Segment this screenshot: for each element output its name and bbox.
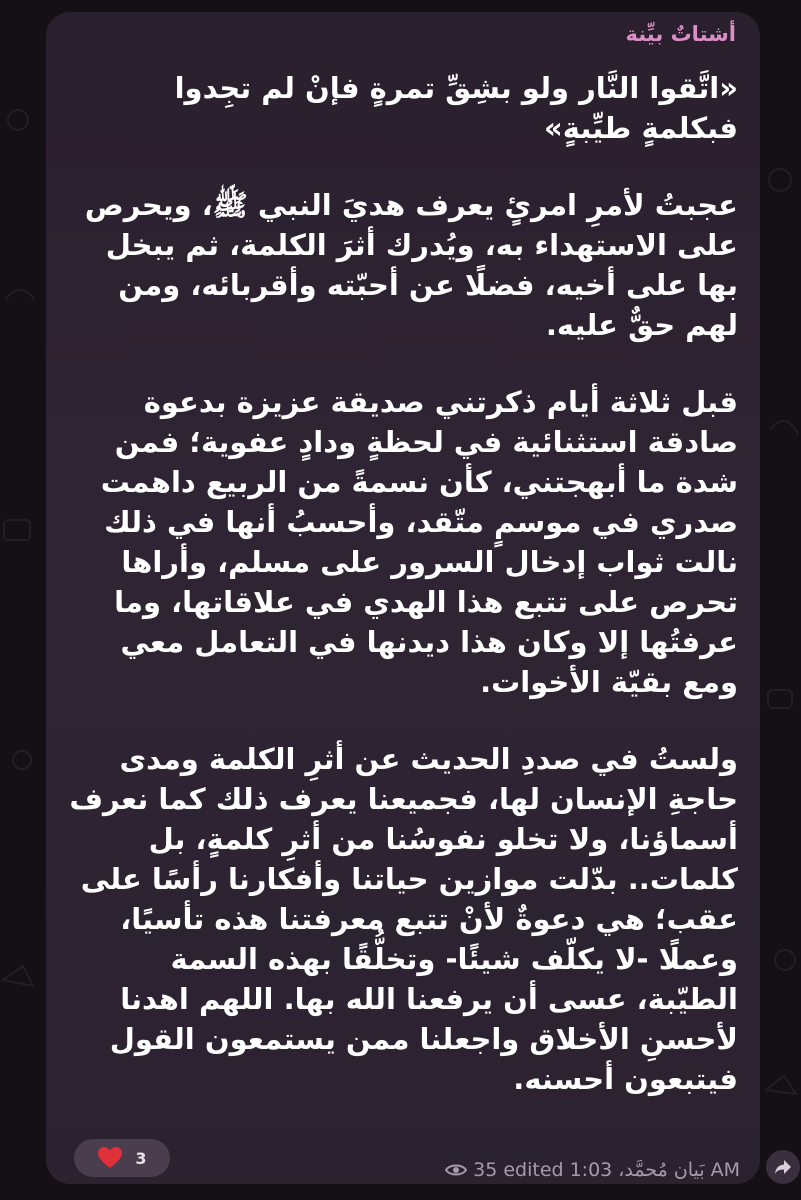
views-count: 35	[473, 1159, 498, 1181]
message-bubble[interactable]	[46, 12, 760, 1184]
reaction-count: 3	[135, 1148, 147, 1168]
message-text	[68, 68, 738, 1136]
reaction-heart-button[interactable]	[74, 1139, 170, 1177]
share-arrow-icon	[774, 1159, 792, 1175]
message-paragraph-1: «اتَّقوا النَّار ولو بشِقِّ تمرةٍ فإنْ لم تجِدوا فبكلمةٍ طيِّبةٍ»	[174, 71, 738, 145]
views-eye-icon	[445, 1163, 467, 1177]
message-paragraph-3: قبل ثلاثة أيام ذكرتني صديقة عزيزة بدعوة صادقة استثنائية في لحظةٍ ودادٍ عفوية؛ فمن شدة ما أبهجتني، كأن نسمةً من الربيع داهمت صدري في موسمٍ متّقد، وأحسبُ أنها في ذلك نالت ثواب إدخال السرور على مسلم، وأراها تحرص على تتبع هذا الهدي في علاقاتها، وما عرفتُها إلا وكان هذا ديدنها في التعامل معي ومع بقيّة الأخوات.	[100, 385, 738, 699]
heart-icon	[97, 1146, 123, 1170]
share-button[interactable]	[766, 1150, 800, 1184]
message-paragraph-4: ولستُ في صددِ الحديث عن أثرِ الكلمة ومدى حاجةِ الإنسان لها، فجميعنا يعرف ذلك كما نعرف أسماؤنا، ولا تخلو نفوسُنا من أثرِ كلمةٍ، بل كلمات.. بدّلت موازين حياتنا وأفكارنا رأسًا على عقب؛ هي دعوةٌ لأنْ تتبع معرفتنا هذه تأسيًا، وعملًا -لا يكلّف شيئًا- وتخلُّقًا بهذه السمة الطيّبة، عسى أن يرفعنا الله بها. اللهم اهدنا لأحسنِ الأخلاق واجعلنا ممن يستمعون القول فيتبعون أحسنه.	[69, 742, 738, 1096]
edited-label: edited	[503, 1159, 564, 1181]
message-time: 1:03	[569, 1159, 613, 1181]
message-ampm: AM	[710, 1159, 740, 1181]
author-signature: بَيان مُحمَّد،	[618, 1159, 705, 1181]
message-meta	[445, 1159, 740, 1181]
channel-name[interactable]: أشتاتٌ بيِّنة	[625, 22, 736, 46]
message-paragraph-2: عجبتُ لأمرِ امرئٍ يعرف هديَ النبي ﷺ، ويحرص على الاستهداء به، ويُدرك أثرَ الكلمة، ثم يبخل بها على أخيه، فضلًا عن أحبّته وأقربائه، ومن لهم حقٌّ عليه.	[84, 188, 738, 342]
